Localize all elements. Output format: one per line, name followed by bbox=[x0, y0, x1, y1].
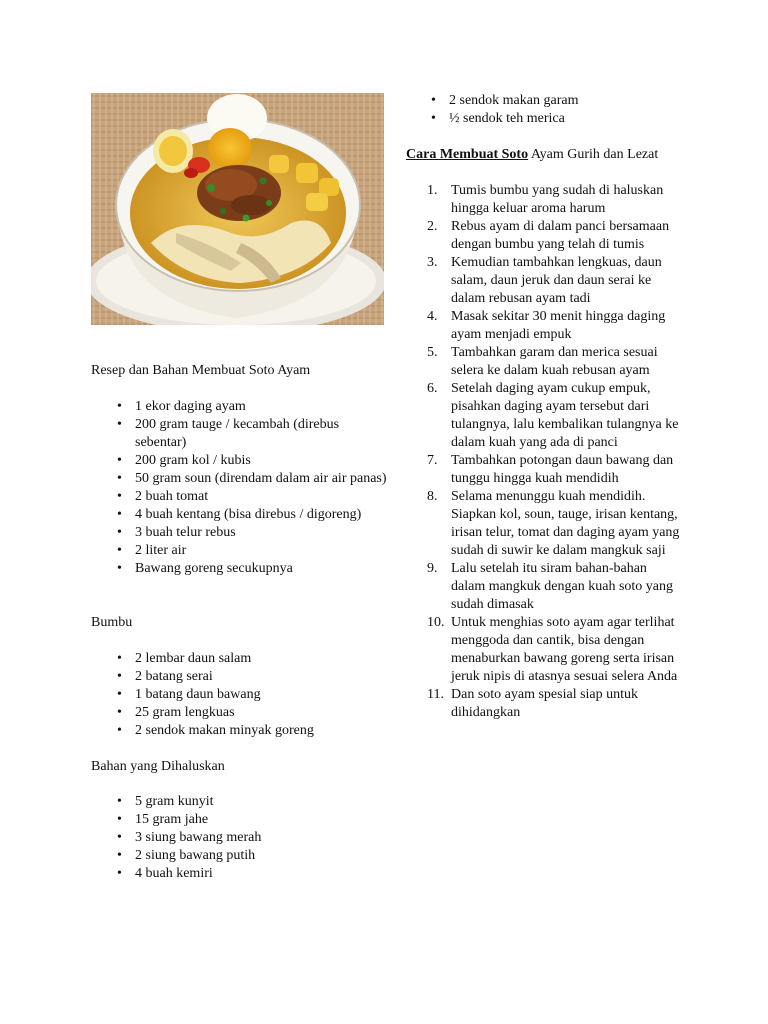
bumbu-item: • 2 sendok makan minyak goreng bbox=[91, 722, 391, 740]
method-step bbox=[406, 218, 682, 254]
step-number: 3. bbox=[427, 255, 438, 270]
method-step bbox=[406, 182, 682, 218]
step-text: Selama menunggu kuah mendidih. Siapkan kol, soun, tauge, irisan kentang, irisan telur, tomat dan daging ayam yang sudah di suwir ke dalam mangkuk saji bbox=[451, 489, 680, 558]
step-text: Masak sekitar 30 menit hingga daging ayam menjadi empuk bbox=[451, 309, 666, 342]
ingredient-item: • 2 liter air bbox=[91, 542, 391, 560]
step-number: 7. bbox=[427, 453, 438, 468]
step-number: 9. bbox=[427, 561, 438, 576]
ingredient-item: • 3 buah telur rebus bbox=[91, 524, 391, 542]
step-number: 8. bbox=[427, 489, 438, 504]
right-column bbox=[406, 92, 686, 722]
method-step bbox=[406, 452, 682, 488]
method-step bbox=[406, 488, 682, 560]
ingredient-item: • 2 buah tomat bbox=[91, 488, 391, 506]
ingredient-item: • 50 gram soun (direndam dalam air air panas) bbox=[91, 470, 391, 488]
continued-ingredients-list bbox=[405, 92, 686, 128]
bumbu-item: • 2 batang serai bbox=[91, 668, 391, 686]
ingredient-item: • 200 gram kol / kubis bbox=[91, 452, 391, 470]
step-number: 1. bbox=[427, 183, 438, 198]
ingredient-item: • 200 gram tauge / kecambah (direbus sebentar) bbox=[91, 416, 391, 452]
step-text: Rebus ayam di dalam panci bersamaan dengan bumbu yang telah di tumis bbox=[451, 219, 670, 252]
step-text: Tambahkan garam dan merica sesuai selera ke dalam kuah rebusan ayam bbox=[451, 345, 658, 378]
ingredient-item: • 4 buah kentang (bisa direbus / digoreng) bbox=[91, 506, 391, 524]
dihaluskan-item: • 4 buah kemiri bbox=[91, 865, 391, 883]
ingredients-list bbox=[91, 398, 391, 578]
ingredient-item: • 1 ekor daging ayam bbox=[91, 398, 391, 416]
step-text: Dan soto ayam spesial siap untuk dihidangkan bbox=[451, 687, 639, 720]
bumbu-item: • 1 batang daun bawang bbox=[91, 686, 391, 704]
bumbu-heading: Bumbu bbox=[91, 615, 133, 630]
step-number: 11. bbox=[427, 687, 444, 702]
soto-ayam-photo bbox=[91, 93, 384, 325]
method-heading-bold: Cara Membuat Soto bbox=[406, 147, 529, 162]
step-text: Lalu setelah itu siram bahan-bahan dalam mangkuk dengan kuah soto yang sudah dimasak bbox=[451, 561, 674, 612]
bumbu-item: • 2 lembar daun salam bbox=[91, 650, 391, 668]
dihaluskan-item: • 15 gram jahe bbox=[91, 811, 391, 829]
dihaluskan-list bbox=[91, 793, 391, 883]
step-text: Tambahkan potongan daun bawang dan tunggu hingga kuah mendidih bbox=[451, 453, 674, 486]
method-step bbox=[406, 560, 682, 614]
method-step bbox=[406, 254, 682, 308]
dihaluskan-item: • 2 siung bawang putih bbox=[91, 847, 391, 865]
method-step bbox=[406, 344, 682, 380]
method-heading-rest: Ayam Gurih dan Lezat bbox=[528, 147, 659, 162]
method-heading bbox=[406, 146, 666, 164]
step-text: Setelah daging ayam cukup empuk, pisahkan daging ayam tersebut dari tulangnya, lalu kembalikan tulangnya ke dalam kuah yang ada di panci bbox=[451, 381, 679, 450]
step-text: Untuk menghias soto ayam agar terlihat menggoda dan cantik, bisa dengan menaburkan bawang goreng serta irisan jeruk nipis di atasnya sesuai selera Anda bbox=[451, 615, 678, 684]
method-step bbox=[406, 308, 682, 344]
dihaluskan-heading: Bahan yang Dihaluskan bbox=[91, 759, 225, 774]
dihaluskan-item: • 5 gram kunyit bbox=[91, 793, 391, 811]
bumbu-list bbox=[91, 650, 391, 740]
dihaluskan-item: • 3 siung bawang merah bbox=[91, 829, 391, 847]
bumbu-item: • 25 gram lengkuas bbox=[91, 704, 391, 722]
step-number: 5. bbox=[427, 345, 438, 360]
step-number: 2. bbox=[427, 219, 438, 234]
step-number: 4. bbox=[427, 309, 438, 324]
ingredient-item: • Bawang goreng secukupnya bbox=[91, 560, 391, 578]
method-step bbox=[406, 686, 682, 722]
method-step bbox=[406, 380, 682, 452]
recipe-title: Resep dan Bahan Membuat Soto Ayam bbox=[91, 363, 311, 378]
method-step bbox=[406, 614, 682, 686]
ingredient-item: • ½ sendok teh merica bbox=[405, 110, 686, 128]
ingredient-item: • 2 sendok makan garam bbox=[405, 92, 686, 110]
left-column bbox=[91, 362, 391, 883]
method-steps-list bbox=[406, 182, 682, 722]
step-text: Kemudian tambahkan lengkuas, daun salam, daun jeruk dan daun serai ke dalam rebusan ayam tadi bbox=[451, 255, 662, 306]
step-number: 10. bbox=[427, 615, 445, 630]
step-number: 6. bbox=[427, 381, 438, 396]
step-text: Tumis bumbu yang sudah di haluskan hingga keluar aroma harum bbox=[451, 183, 664, 216]
